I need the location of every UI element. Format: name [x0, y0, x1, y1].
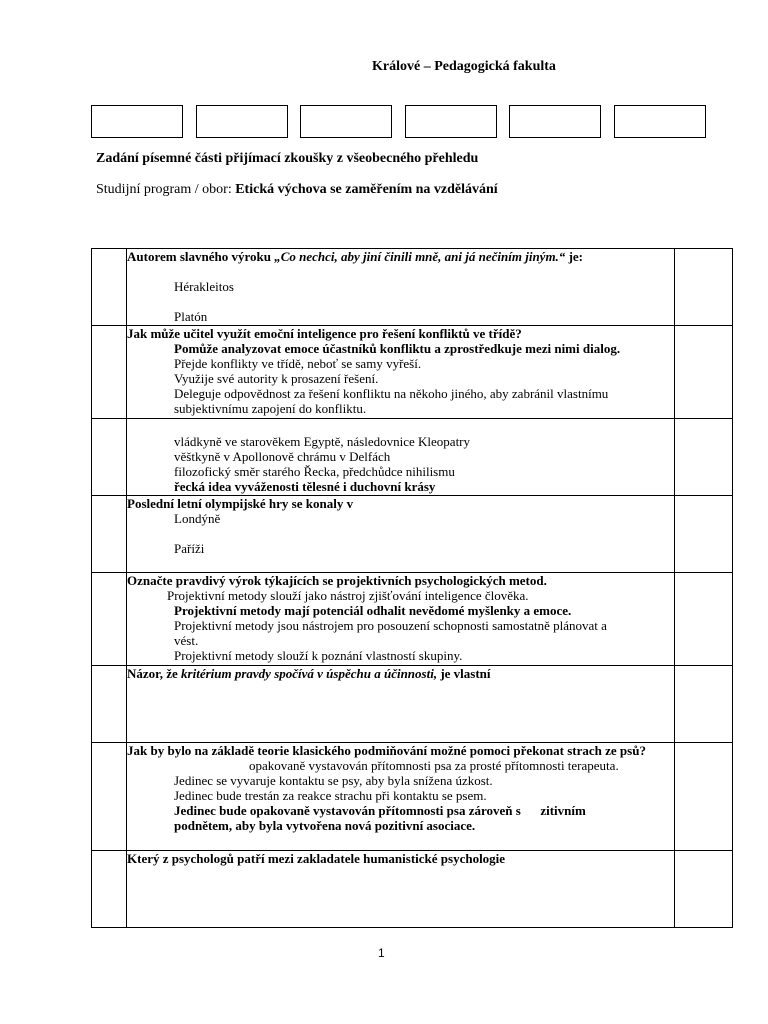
score-cell[interactable]	[675, 496, 733, 573]
question-row-8	[92, 851, 733, 928]
code-box-4[interactable]	[405, 105, 497, 138]
question-cell	[127, 249, 675, 326]
answer-option[interactable]: Projektivní metody slouží jako nástroj zjišťování inteligence člověka.	[167, 588, 529, 603]
question-number-cell	[92, 249, 127, 326]
answer-option[interactable]: Jedinec se vyvaruje kontaktu se psy, aby byla snížena úzkost.	[174, 773, 493, 788]
answer-option[interactable]: vládkyně ve starověkem Egyptě, následovnice Kleopatry	[174, 434, 471, 449]
question-cell	[127, 666, 675, 743]
answer-option[interactable]: Paříži	[174, 541, 205, 556]
answer-option[interactable]: řecká idea vyváženosti tělesné i duchovní krásy	[174, 479, 436, 494]
program-label: Studijní program / obor:	[96, 182, 236, 197]
answer-option[interactable]: Přejde konflikty ve třídě, neboť se samy vyřeší.	[174, 356, 422, 371]
faculty-heading: Králové – Pedagogická fakulta	[372, 59, 556, 74]
questions-table	[91, 248, 733, 928]
answer-option[interactable]: Londýně	[174, 511, 221, 526]
score-cell[interactable]	[675, 743, 733, 851]
code-box-3[interactable]	[300, 105, 392, 138]
answer-option[interactable]: Deleguje odpovědnost za řešení konfliktu na někoho jiného, aby zabránil vlastnímu	[174, 386, 609, 401]
answer-option[interactable]: Projektivní metody mají potenciál odhalit nevědomé myšlenky a emoce.	[174, 603, 572, 618]
question-cell	[127, 573, 675, 666]
question-row-1	[92, 249, 733, 326]
question-row-4	[92, 496, 733, 573]
question-number-cell	[92, 496, 127, 573]
answer-option[interactable]: věštkyně v Apollonově chrámu v Delfách	[174, 449, 391, 464]
question-cell	[127, 851, 675, 928]
question-text: Jak by bylo na základě teorie klasického podmiňování možné pomoci překonat strach ze psů?	[127, 743, 646, 758]
question-number-cell	[92, 573, 127, 666]
question-number-cell	[92, 326, 127, 419]
question-cell	[127, 743, 675, 851]
question-row-7	[92, 743, 733, 851]
question-number-cell	[92, 743, 127, 851]
question-text: Autorem slavného výroku „Co nechci, aby jiní činili mně, ani já nečiním jiným.“ je:	[127, 249, 583, 264]
answer-option[interactable]: Projektivní metody jsou nástrojem pro posouzení schopnosti samostatně plánovat a	[174, 618, 607, 633]
answer-option[interactable]: Využije své autority k prosazení řešení.	[174, 371, 379, 386]
answer-option-continued: podnětem, aby byla vytvořena nová pozitivní asociace.	[174, 818, 476, 833]
question-text: Který z psychologů patří mezi zakladatele humanistické psychologie	[127, 851, 506, 866]
question-cell	[127, 326, 675, 419]
question-cell	[127, 496, 675, 573]
question-text: Názor, že kritérium pravdy spočívá v úspěchu a účinnosti, je vlastní	[127, 666, 491, 681]
code-box-1[interactable]	[91, 105, 183, 138]
question-text: Jak může učitel využít emoční inteligence pro řešení konfliktů ve třídě?	[127, 326, 522, 341]
page-number: 1	[378, 946, 385, 960]
assignment-heading: Zadání písemné části přijímací zkoušky z všeobecného přehledu	[96, 151, 479, 166]
question-number-cell	[92, 666, 127, 743]
score-cell[interactable]	[675, 419, 733, 496]
code-box-5[interactable]	[509, 105, 601, 138]
question-text: Poslední letní olympijské hry se konaly v	[127, 496, 354, 511]
question-row-5	[92, 573, 733, 666]
question-number-cell	[92, 419, 127, 496]
answer-option[interactable]: Pomůže analyzovat emoce účastníků konfliktu a zprostředkuje mezi nimi dialog.	[174, 341, 621, 356]
score-cell[interactable]	[675, 573, 733, 666]
score-cell[interactable]	[675, 666, 733, 743]
answer-option[interactable]: filozofický směr starého Řecka, předchůdce nihilismu	[174, 464, 455, 479]
question-text: Označte pravdivý výrok týkajících se projektivních psychologických metod.	[127, 573, 547, 588]
question-number-cell	[92, 851, 127, 928]
answer-option[interactable]: Platón	[174, 309, 208, 324]
question-row-6	[92, 666, 733, 743]
code-box-2[interactable]	[196, 105, 288, 138]
code-box-6[interactable]	[614, 105, 706, 138]
score-cell[interactable]	[675, 851, 733, 928]
answer-option[interactable]: Jedinec bude opakovaně vystavován přítomnosti psa zároveň s zitivním	[174, 803, 586, 818]
score-cell[interactable]	[675, 249, 733, 326]
question-cell	[127, 419, 675, 496]
answer-option[interactable]: Hérakleitos	[174, 279, 234, 294]
answer-option[interactable]: opakovaně vystavován přítomnosti psa za prosté přítomnosti terapeuta.	[249, 758, 619, 773]
answer-option-continued: vést.	[174, 633, 199, 648]
score-cell[interactable]	[675, 326, 733, 419]
answer-option[interactable]: Projektivní metody slouží k poznání vlastností skupiny.	[174, 648, 463, 663]
program-name: Etická výchova se zaměřením na vzdělávání	[235, 182, 498, 197]
answer-option[interactable]: Jedinec bude trestán za reakce strachu při kontaktu se psem.	[174, 788, 487, 803]
question-row-2	[92, 326, 733, 419]
question-row-3	[92, 419, 733, 496]
answer-option-continued: subjektivnímu zapojení do konfliktu.	[174, 401, 367, 416]
study-program	[96, 182, 498, 198]
